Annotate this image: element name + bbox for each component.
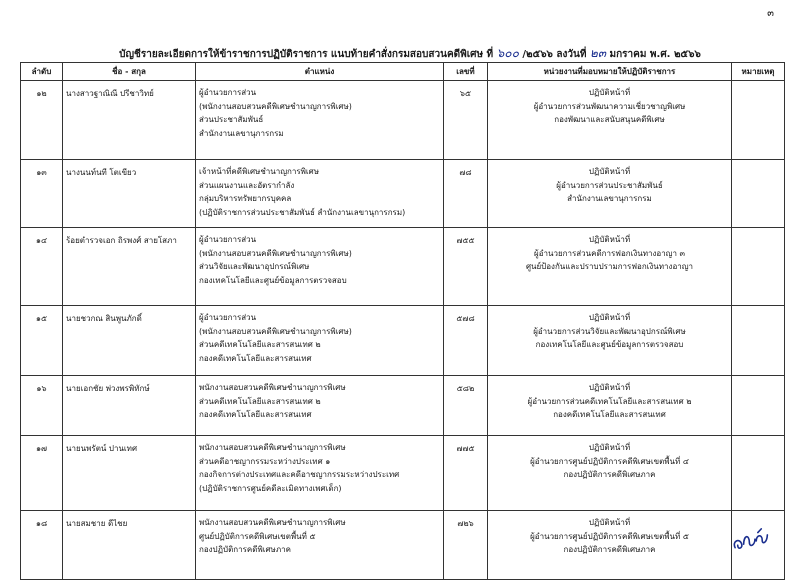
cell-position — [196, 436, 444, 511]
table-row — [21, 228, 785, 306]
cell-name: นายนพรัตน์ ปานเทศ — [63, 436, 196, 511]
position-line: ส่วนแผนงานและอัตรากำลัง — [199, 180, 295, 190]
cell-unit — [488, 160, 732, 228]
unit-line: ผู้อำนวยการส่วนวิจัยและพัฒนาอุปกรณ์พิเศษ — [533, 326, 686, 336]
cell-unit — [488, 436, 732, 511]
cell-name: นายสมชาย ดีไชย — [63, 511, 196, 580]
header-remark: หมายเหตุ — [732, 63, 785, 81]
position-line: ส่วนคดีเทคโนโลยีและสารสนเทศ ๒ — [199, 340, 321, 350]
cell-number: ๖๕ — [444, 81, 488, 160]
cell-remark — [732, 81, 785, 160]
unit-line: ปฏิบัติหน้าที่ — [588, 383, 631, 392]
cell-position — [196, 306, 444, 376]
cell-unit — [488, 81, 732, 160]
unit-line: กองคดีเทคโนโลยีและสารสนเทศ — [553, 410, 666, 420]
position-line: ส่วนวิจัยและพัฒนาอุปกรณ์พิเศษ — [199, 262, 310, 272]
header-name: ชื่อ - สกุล — [63, 63, 196, 81]
unit-line: ปฏิบัติหน้าที่ — [588, 167, 631, 176]
position-line: ส่วนคดีอาชญากรรมระหว่างประเทศ ๑ — [199, 456, 331, 466]
title-text-before: บัญชีรายละเอียดการให้ข้าราชการปฏิบัติราชการ แนบท้ายคำสั่งกรมสอบสวนคดีพิเศษ ที่ — [119, 49, 494, 60]
position-line: ศูนย์ปฏิบัติการคดีพิเศษเขตพื้นที่ ๕ — [199, 531, 316, 541]
unit-line: ผู้อำนวยการส่วนประชาสัมพันธ์ — [556, 180, 663, 190]
position-line: ส่วนคดีเทคโนโลยีและสารสนเทศ ๒ — [199, 396, 321, 406]
cell-seq: ๑๒ — [21, 81, 63, 160]
cell-position — [196, 160, 444, 228]
unit-line: ผู้อำนวยการส่วนพัฒนาความเชี่ยวชาญพิเศษ — [533, 101, 686, 111]
header-position: ตำแหน่ง — [196, 63, 444, 81]
cell-seq: ๑๗ — [21, 436, 63, 511]
cell-number: ๕๘๒ — [444, 376, 488, 436]
unit-line: ปฏิบัติหน้าที่ — [588, 518, 631, 527]
cell-remark — [732, 306, 785, 376]
cell-name: นายเอกชัย พ่วงพรพิทักษ์ — [63, 376, 196, 436]
unit-line: ผู้อำนวยการศูนย์ปฏิบัติการคดีพิเศษเขตพื้นที่ ๕ — [530, 531, 689, 541]
cell-number: ๗๘ — [444, 160, 488, 228]
position-line: เจ้าหน้าที่คดีพิเศษชำนาญการพิเศษ — [199, 167, 320, 176]
position-line: กองคดีเทคโนโลยีและสารสนเทศ — [199, 353, 312, 363]
cell-number: ๗๕๕ — [444, 228, 488, 306]
cell-name: นางนนท์นที โตเขียว — [63, 160, 196, 228]
cell-number: ๗๗๕ — [444, 436, 488, 511]
header-assigned-unit: หน่วยงานที่มอบหมายให้ปฏิบัติราชการ — [488, 63, 732, 81]
cell-name: ร้อยตำรวจเอก ถิรพงศ์ สายโสภา — [63, 228, 196, 306]
assignment-table — [20, 62, 785, 580]
cell-unit — [488, 228, 732, 306]
cell-number: ๗๒๖ — [444, 511, 488, 580]
unit-line: ปฏิบัติหน้าที่ — [588, 443, 631, 452]
unit-line: ปฏิบัติหน้าที่ — [588, 313, 631, 322]
table-row — [21, 306, 785, 376]
document-title — [60, 44, 760, 63]
unit-line: กองปฏิบัติการคดีพิเศษภาค — [563, 545, 656, 555]
unit-line: ปฏิบัติหน้าที่ — [588, 235, 631, 244]
position-line: กลุ่มบริหารทรัพยากรบุคคล — [199, 194, 292, 204]
cell-seq: ๑๕ — [21, 306, 63, 376]
cell-remark — [732, 160, 785, 228]
position-line: (พนักงานสอบสวนคดีพิเศษชำนาญการพิเศษ) — [199, 248, 352, 258]
table-row — [21, 436, 785, 511]
unit-line: กองเทคโนโลยีและศูนย์ข้อมูลการตรวจสอบ — [535, 340, 684, 350]
cell-seq: ๑๓ — [21, 160, 63, 228]
cell-remark — [732, 436, 785, 511]
title-text-middle: /๒๕๖๖ ลงวันที่ — [522, 49, 587, 60]
cell-seq: ๑๖ — [21, 376, 63, 436]
page-number: ๓ — [767, 8, 774, 19]
position-line: กองเทคโนโลยีและศูนย์ข้อมูลการตรวจสอบ — [199, 275, 347, 285]
unit-line: สำนักงานเลขานุการกรม — [567, 194, 652, 204]
position-line: (พนักงานสอบสวนคดีพิเศษชำนาญการพิเศษ) — [199, 101, 352, 111]
table-row — [21, 160, 785, 228]
position-line: กองกิจการต่างประเทศและคดีอาชญากรรมระหว่างประเทศ — [199, 470, 400, 480]
position-line: ผู้อำนวยการส่วน — [199, 88, 257, 97]
cell-remark — [732, 228, 785, 306]
position-line: กองปฏิบัติการคดีพิเศษภาค — [199, 545, 291, 555]
header-seq: ลำดับ — [21, 63, 63, 81]
position-line: (พนักงานสอบสวนคดีพิเศษชำนาญการพิเศษ) — [199, 326, 352, 336]
cell-name: นางสาวฐาณิณี ปรีชาวิทย์ — [63, 81, 196, 160]
cell-position — [196, 228, 444, 306]
position-line: กองคดีเทคโนโลยีและสารสนเทศ — [199, 410, 312, 420]
table-header-row — [21, 63, 785, 81]
cell-unit — [488, 306, 732, 376]
cell-name: นายชวกณ สินพูนภักดิ์ — [63, 306, 196, 376]
position-line: ผู้อำนวยการส่วน — [199, 313, 257, 322]
cell-position — [196, 511, 444, 580]
table-row — [21, 376, 785, 436]
position-line: ผู้อำนวยการส่วน — [199, 235, 257, 244]
order-number: ๖๐๐ — [496, 46, 519, 60]
unit-line: ผู้อำนวยการส่วนคดีการฟอกเงินทางอาญา ๓ — [534, 248, 685, 258]
position-line: ส่วนประชาสัมพันธ์ — [199, 115, 264, 125]
position-line: สำนักงานเลขานุการกรม — [199, 128, 284, 138]
cell-unit — [488, 511, 732, 580]
position-line: (ปฏิบัติราชการส่วนประชาสัมพันธ์ สำนักงานเลขานุการกรม) — [199, 207, 406, 217]
cell-position — [196, 81, 444, 160]
table-row — [21, 511, 785, 580]
position-line: พนักงานสอบสวนคดีพิเศษชำนาญการพิเศษ — [199, 443, 346, 452]
cell-unit — [488, 376, 732, 436]
title-text-after: มกราคม พ.ศ. ๒๕๖๖ — [609, 49, 701, 60]
unit-line: ปฏิบัติหน้าที่ — [588, 88, 631, 97]
unit-line: ศูนย์ป้องกันและปราบปรามการฟอกเงินทางอาญา — [525, 262, 694, 272]
cell-seq: ๑๘ — [21, 511, 63, 580]
unit-line: ผู้อำนวยการส่วนคดีเทคโนโลยีและสารสนเทศ ๒ — [527, 396, 692, 406]
order-day: ๒๓ — [589, 46, 607, 60]
position-line: (ปฏิบัติราชการศูนย์คดีละเมิดทางเพศเด็ก) — [199, 483, 342, 493]
cell-position — [196, 376, 444, 436]
cell-seq: ๑๔ — [21, 228, 63, 306]
table-row — [21, 81, 785, 160]
cell-remark — [732, 376, 785, 436]
unit-line: ผู้อำนวยการศูนย์ปฏิบัติการคดีพิเศษเขตพื้นที่ ๔ — [530, 456, 689, 466]
header-number: เลขที่ — [444, 63, 488, 81]
unit-line: กองพัฒนาและสนับสนุนคดีพิเศษ — [554, 115, 665, 125]
unit-line: กองปฏิบัติการคดีพิเศษภาค — [563, 470, 656, 480]
position-line: พนักงานสอบสวนคดีพิเศษชำนาญการพิเศษ — [199, 383, 346, 392]
cell-number: ๕๗๘ — [444, 306, 488, 376]
position-line: พนักงานสอบสวนคดีพิเศษชำนาญการพิเศษ — [199, 518, 346, 527]
